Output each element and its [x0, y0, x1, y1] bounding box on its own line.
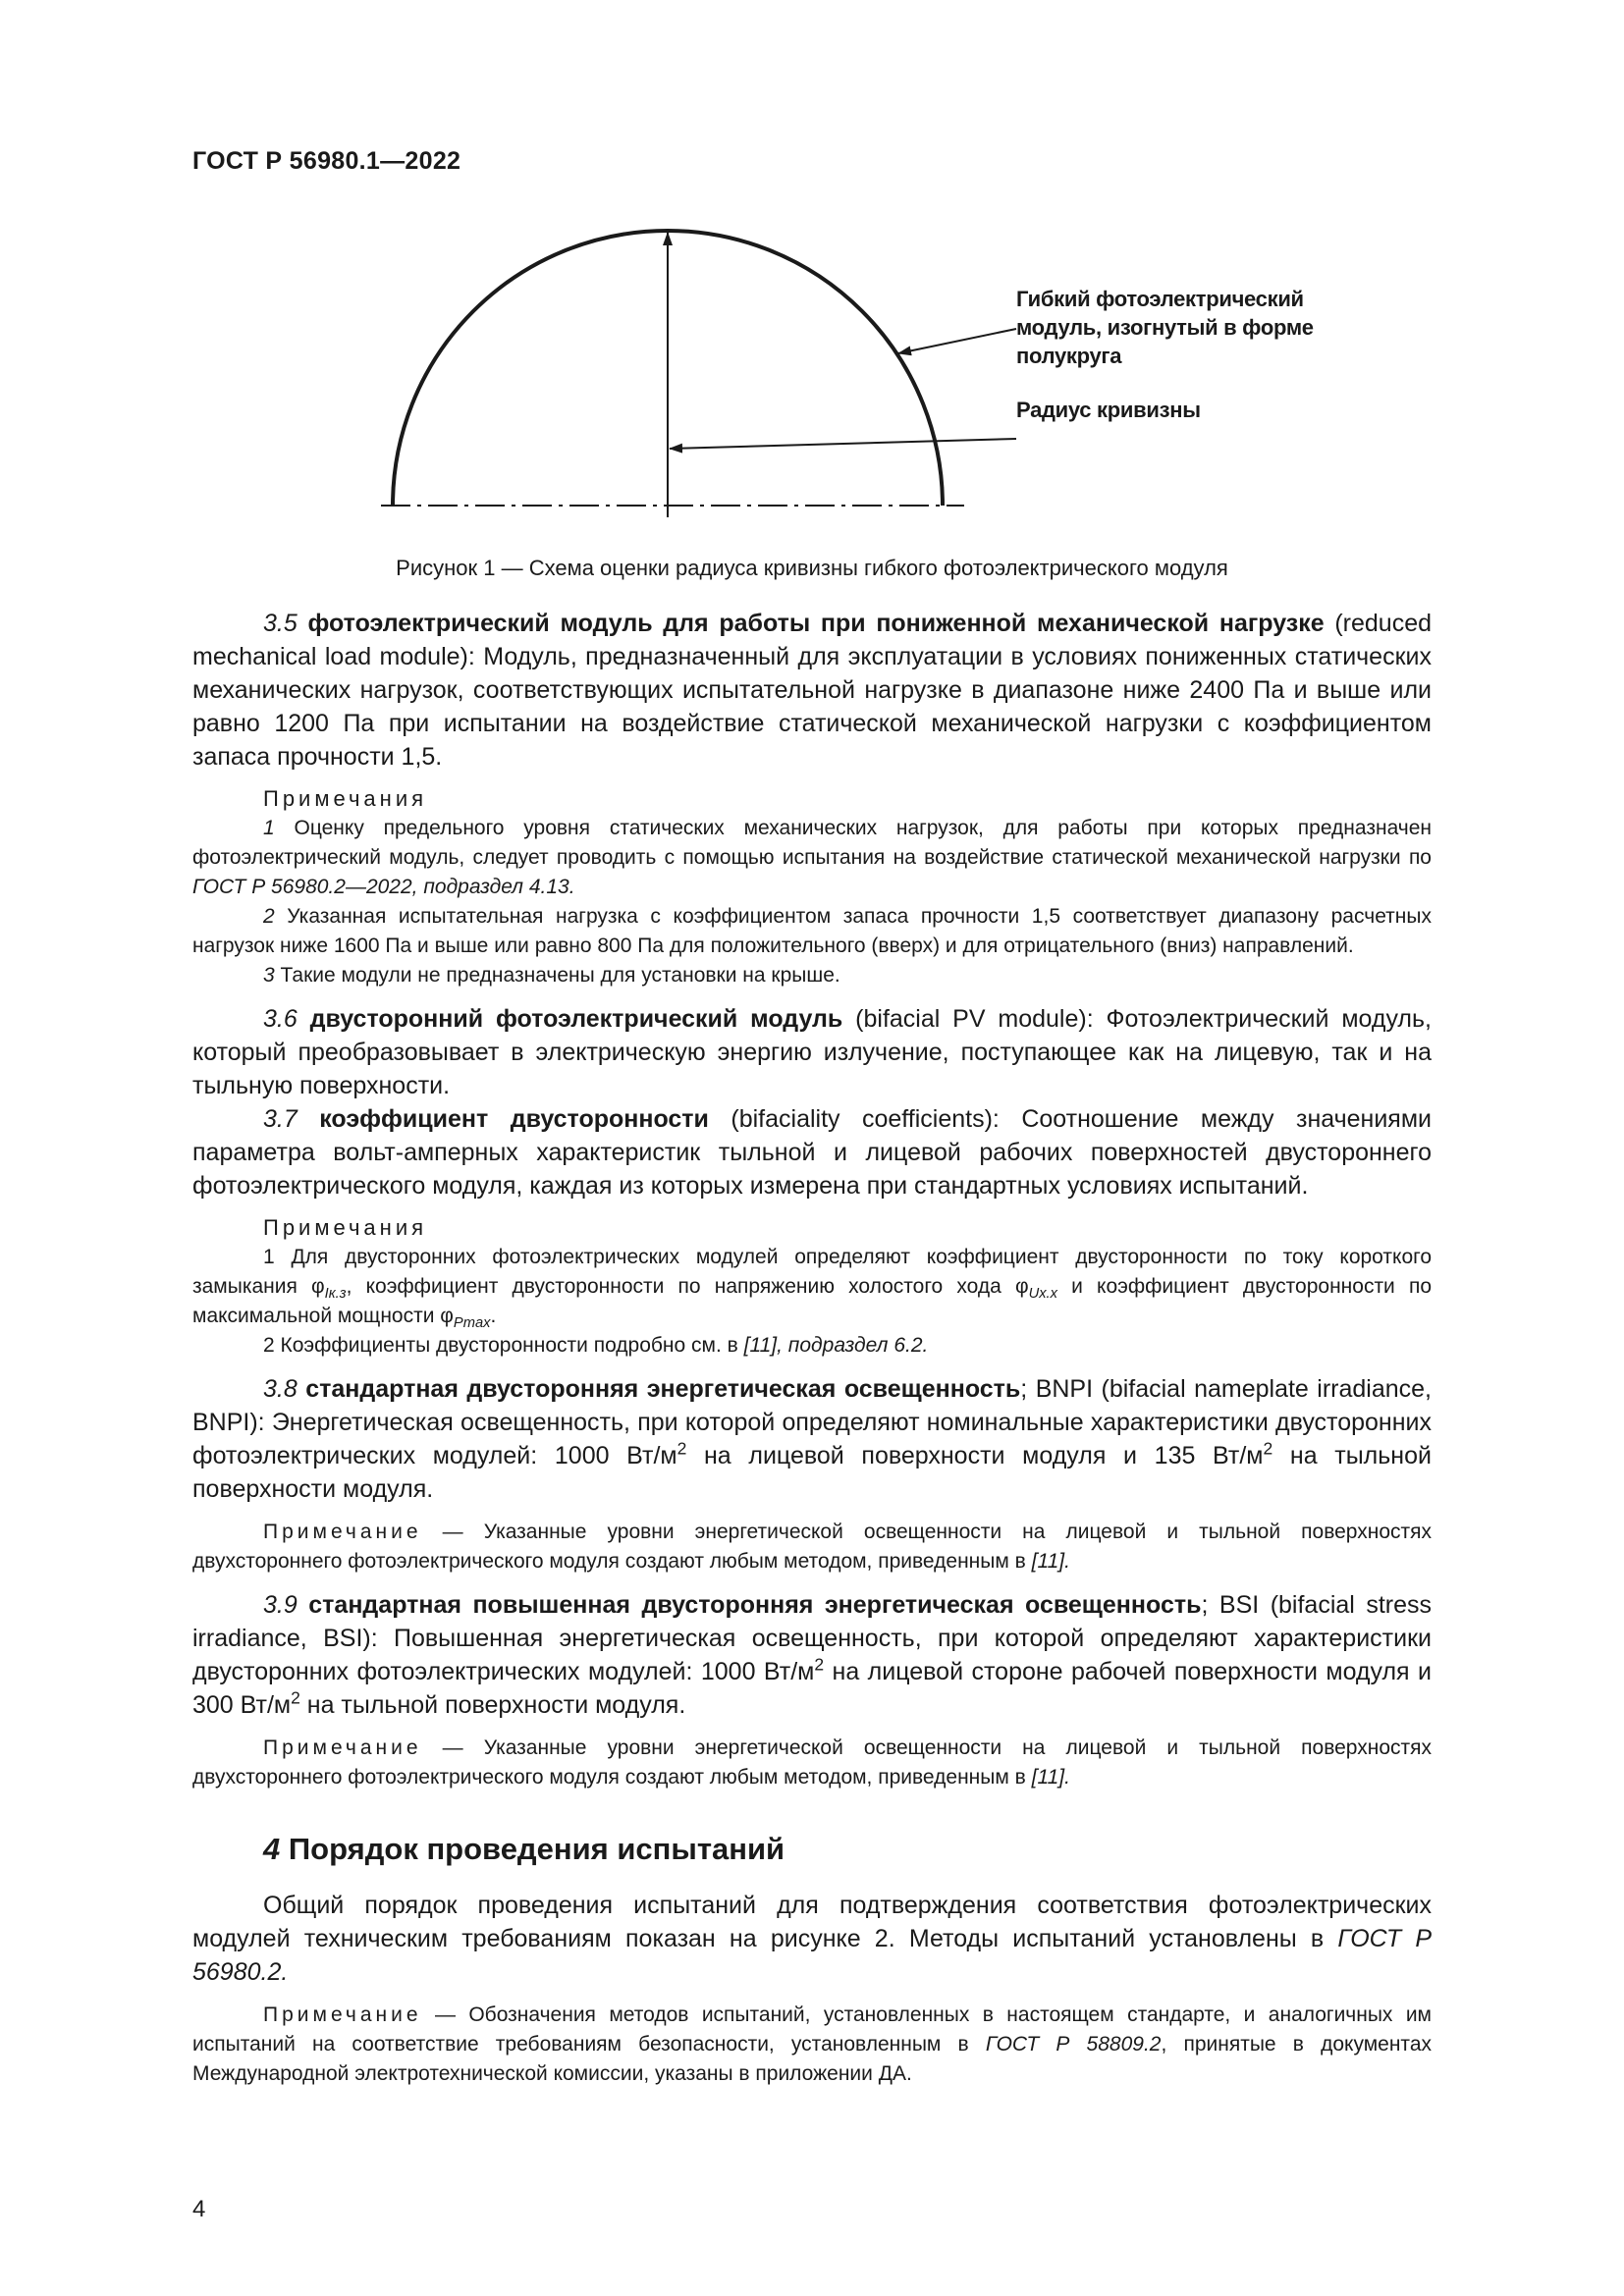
- note-3-8: Примечание — Указанные уровни энергетической освещенности на лицевой и тыльной поверхностях двухстороннего фотоэлектрического модуля создают любым методом, приведенным в [11].: [192, 1521, 1432, 1573]
- notes-title: Примечания: [263, 786, 428, 811]
- figure-caption: Рисунок 1 — Схема оценки радиуса кривизны гибкого фотоэлектрического модуля: [396, 556, 1228, 580]
- note-section-4: Примечание — Обозначения методов испытаний, установленных в настоящем стандарте, и аналогичных им испытаний на соответствие требованиям безопасности, установленным в ГОСТ Р 58809.2, принятые в документах Международной электротехнической комиссии, указаны в приложении ДА.: [192, 2003, 1432, 2085]
- page-number: 4: [192, 2196, 206, 2222]
- module-pointer-arrow: [898, 329, 1016, 353]
- label-radius: Радиус кривизны: [1016, 398, 1201, 422]
- notes-title: Примечания: [263, 1215, 428, 1240]
- term-3-6: 3.6 двусторонний фотоэлектрический модуль (bifacial PV module): Фотоэлектрический модуль, который преобразовывает в электрическую энергию излучение, поступающее как на лицевую, так и на тыльную поверхности.: [192, 1005, 1432, 1099]
- note-3-7-1: 1 Для двусторонних фотоэлектрических модулей определяют коэффициент двусторонности по току короткого замыкания $\varphi_{Iк.з}$, коэффициент двусторонности по напряжению холостого хода $\varphi_{Uх.х}$ и коэффициент двусторонности по максимальной мощности $\varphi_{Pmax}$.: [192, 1246, 1432, 1332]
- section-4-text: Общий порядок проведения испытаний для подтверждения соответствия фотоэлектрических модулей техническим требованиям показан на рисунке 2. Методы испытаний установлены в ГОСТ Р 56980.2.: [192, 1892, 1432, 1986]
- section-4-heading: 4 Порядок проведения испытаний: [263, 1832, 785, 1866]
- term-3-7: 3.7 коэффициент двусторонности (bifaciality coefficients): Соотношение между значениями параметра вольт-амперных характеристик тыльной и лицевой рабочих поверхностей двустороннего фотоэлектрического модуля, каждая из которых измерена при стандартных условиях испытаний.: [192, 1105, 1432, 1200]
- note-3-9: Примечание — Указанные уровни энергетической освещенности на лицевой и тыльной поверхностях двухстороннего фотоэлектрического модуля создают любым методом, приведенным в [11].: [192, 1736, 1432, 1789]
- term-3-8: 3.8 стандартная двусторонняя энергетическая освещенность; BNPI (bifacial nameplate irradiance, BNPI): Энергетическая освещенность, при которой определяют номинальные характеристики двусторонних фотоэлектрических модулей: 1000 $Вт/м^2$ на лицевой поверхности модуля и 135 $Вт/м^2$ на тыльной поверхности модуля.: [192, 1375, 1432, 1503]
- document-header: ГОСТ Р 56980.1—2022: [192, 147, 461, 175]
- note-3-5-2: 2 Указанная испытательная нагрузка с коэффициентом запаса прочности 1,5 соответствует диапазону расчетных нагрузок ниже 1600 Па и выше или равно 800 Па для положительного (вверх) и для отрицательного (вниз) направлений.: [192, 905, 1432, 957]
- radius-pointer-arrow: [670, 439, 1016, 449]
- note-3-5-1: 1 Оценку предельного уровня статических механических нагрузок, для работы при которых предназначен фотоэлектрический модуль, следует проводить с помощью испытания на воздействие статической механической нагрузки по ГОСТ Р 56980.2—2022, подраздел 4.13.: [192, 817, 1432, 898]
- note-3-7-2: 2 Коэффициенты двусторонности подробно см. в [11], подраздел 6.2.: [263, 1334, 929, 1357]
- curvature-diagram: [363, 221, 1345, 545]
- note-3-5-3: 3 Такие модули не предназначены для установки на крыше.: [263, 964, 840, 987]
- term-3-9: 3.9 стандартная повышенная двусторонняя энергетическая освещенность; BSI (bifacial stress irradiance, BSI): Повышенная энергетическая освещенность, при которой определяют характеристики двусторонних фотоэлектрических модулей: 1000 $Вт/м^2$ на лицевой стороне рабочей поверхности модуля и 300 $Вт/м^2$ на тыльной поверхности модуля.: [192, 1591, 1432, 1719]
- term-3-5: 3.5 фотоэлектрический модуль для работы при пониженной механической нагрузке (reduced mechanical load module): Модуль, предназначенный для эксплуатации в условиях пониженных статических механических нагрузок, соответствующих испытательной нагрузке в диапазоне ниже 2400 Па и выше или равно 1200 Па при испытании на воздействие статической механической нагрузки с коэффициентом запаса прочности 1,5.: [192, 610, 1432, 771]
- label-module: Гибкий фотоэлектрический модуль, изогнутый в форме полукруга: [1016, 287, 1314, 368]
- figure-1: [363, 221, 1345, 545]
- body-text: [192, 607, 1432, 2089]
